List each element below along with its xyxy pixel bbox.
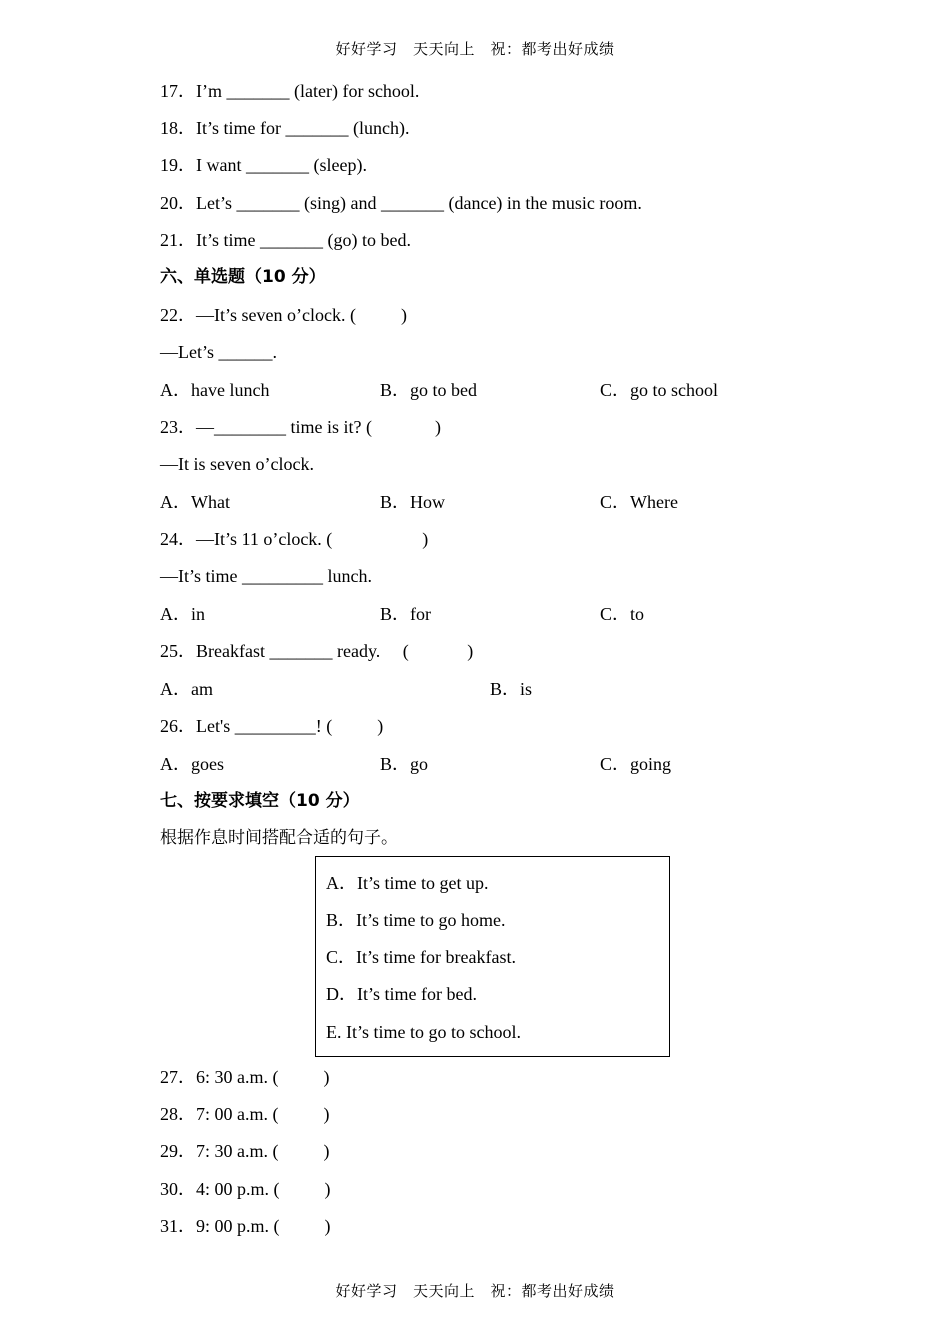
- fill-item-17: 17．I’m _______ (later) for school.: [160, 81, 420, 101]
- options-box: [315, 856, 670, 1057]
- time-item-28: 28．7: 00 a.m. ( ): [160, 1104, 330, 1124]
- question-24-line2: —It’s time _________ lunch.: [160, 566, 372, 586]
- box-option-d: D．It’s time for bed.: [326, 984, 477, 1004]
- page-footer: 好好学习 天天向上 祝：都考出好成绩: [335, 1282, 615, 1300]
- box-option-a: A．It’s time to get up.: [326, 873, 489, 893]
- box-option-c: C．It’s time for breakfast.: [326, 947, 516, 967]
- question-22-option-b: B．go to bed: [380, 380, 477, 400]
- fill-item-18: 18．It’s time for _______ (lunch).: [160, 118, 410, 138]
- question-25-option-a: A．am: [160, 679, 213, 699]
- time-item-29: 29．7: 30 a.m. ( ): [160, 1141, 330, 1161]
- question-24-stem: 24．—It’s 11 o’clock. ( ): [160, 529, 429, 549]
- question-22-line2: —Let’s ______.: [160, 342, 277, 362]
- question-23-stem: 23．—________ time is it? ( ): [160, 417, 441, 437]
- time-item-27: 27．6: 30 a.m. ( ): [160, 1067, 330, 1087]
- section-6-heading: 六、单选题（10 分）: [160, 267, 326, 287]
- question-25-stem: 25．Breakfast _______ ready. ( ): [160, 641, 474, 661]
- section-7-instruction: 根据作息时间搭配合适的句子。: [160, 828, 398, 848]
- question-26-option-a: A．goes: [160, 754, 224, 774]
- question-22-stem: 22．—It’s seven o’clock. ( ): [160, 305, 407, 325]
- time-item-31: 31．9: 00 p.m. ( ): [160, 1216, 331, 1236]
- question-23-option-c: C．Where: [600, 492, 678, 512]
- question-26-option-b: B．go: [380, 754, 429, 774]
- question-22-option-a: A．have lunch: [160, 380, 270, 400]
- box-option-b: B．It’s time to go home.: [326, 910, 506, 930]
- question-22-option-c: C．go to school: [600, 380, 719, 400]
- question-26-stem: 26．Let's _________! ( ): [160, 716, 384, 736]
- question-26-option-c: C．going: [600, 754, 672, 774]
- question-24-option-c: C．to: [600, 604, 645, 624]
- question-23-option-b: B．How: [380, 492, 446, 512]
- question-25-option-b: B．is: [490, 679, 533, 699]
- question-24-option-b: B．for: [380, 604, 431, 624]
- fill-item-20: 20．Let’s _______ (sing) and _______ (dance) in the music room.: [160, 193, 642, 213]
- question-23-option-a: A．What: [160, 492, 230, 512]
- section-7-heading: 七、按要求填空（10 分）: [160, 791, 360, 811]
- question-23-line2: —It is seven o’clock.: [160, 454, 314, 474]
- page-header: 好好学习 天天向上 祝：都考出好成绩: [335, 40, 615, 58]
- time-item-30: 30．4: 00 p.m. ( ): [160, 1179, 331, 1199]
- question-24-option-a: A．in: [160, 604, 205, 624]
- fill-item-21: 21．It’s time _______ (go) to bed.: [160, 230, 411, 250]
- box-option-e: E. It’s time to go to school.: [326, 1022, 521, 1042]
- fill-item-19: 19．I want _______ (sleep).: [160, 155, 367, 175]
